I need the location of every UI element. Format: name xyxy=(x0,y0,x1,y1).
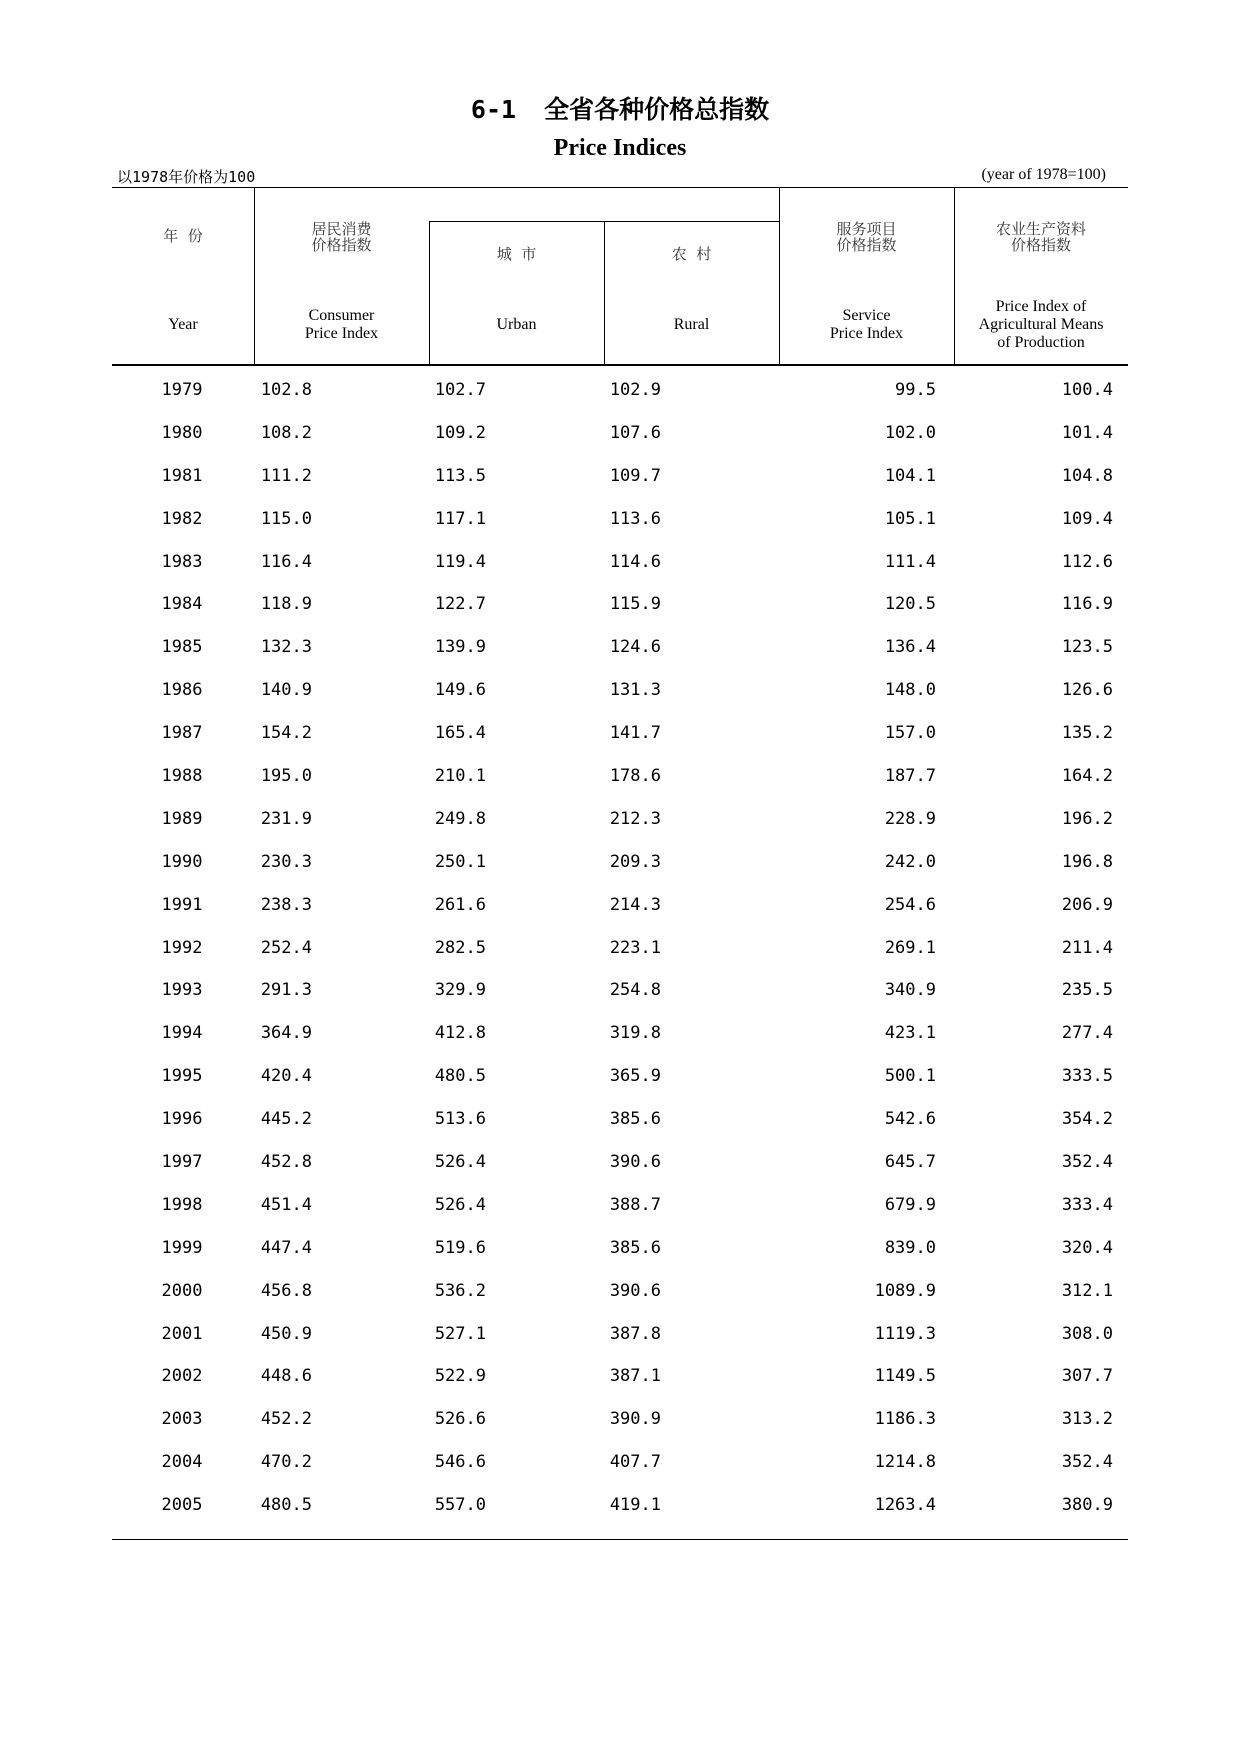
table-row xyxy=(112,715,1128,758)
rural-cell: 385.6 xyxy=(609,1237,661,1258)
agri-cell: 380.9 xyxy=(1061,1495,1113,1516)
header-cpi-en-1: Consumer xyxy=(308,307,375,324)
table-row xyxy=(112,1401,1128,1444)
urban-cell: 102.7 xyxy=(434,380,486,400)
service-cell: 269.1 xyxy=(884,937,936,958)
urban-cell: 329.9 xyxy=(434,980,486,1001)
agri-cell: 196.2 xyxy=(1061,808,1113,829)
urban-cell: 149.6 xyxy=(434,680,486,701)
header-service-en-1: Service xyxy=(842,307,891,324)
rural-cell: 390.6 xyxy=(609,1152,661,1173)
agri-cell: 320.4 xyxy=(1061,1237,1113,1258)
urban-cell: 519.6 xyxy=(434,1237,486,1258)
urban-cell: 536.2 xyxy=(434,1280,486,1301)
year-cell: 1984 xyxy=(161,594,203,615)
table-bottom-rule xyxy=(112,1539,1128,1540)
year-cell: 1983 xyxy=(161,551,203,572)
header-cpi-cn-2: 价格指数 xyxy=(311,236,372,254)
urban-cell: 526.4 xyxy=(434,1194,486,1215)
rural-cell: 131.3 xyxy=(609,680,661,701)
year-cell: 1991 xyxy=(161,894,203,915)
urban-cell: 526.4 xyxy=(434,1152,486,1173)
table-row xyxy=(112,1187,1128,1230)
rural-cell: 141.7 xyxy=(609,723,661,744)
cpi-cell: 140.9 xyxy=(260,680,312,701)
agri-cell: 211.4 xyxy=(1061,937,1113,958)
service-cell: 423.1 xyxy=(884,1023,936,1044)
service-cell: 1119.3 xyxy=(874,1323,936,1344)
service-cell: 645.7 xyxy=(884,1152,936,1173)
rural-cell: 387.8 xyxy=(609,1323,661,1344)
cpi-cell: 195.0 xyxy=(260,766,312,787)
base-year-note-cn: 以1978年价格为100 xyxy=(117,168,256,186)
urban-cell: 480.5 xyxy=(434,1066,486,1087)
rural-cell: 212.3 xyxy=(609,808,661,829)
agri-cell: 116.9 xyxy=(1061,594,1113,615)
rural-cell: 390.9 xyxy=(609,1409,661,1430)
service-cell: 228.9 xyxy=(884,808,936,829)
agri-cell: 112.6 xyxy=(1061,551,1113,572)
year-cell: 1998 xyxy=(161,1194,203,1215)
urban-cell: 412.8 xyxy=(434,1023,486,1044)
header-rural-cn: 农 村 xyxy=(671,245,712,263)
service-cell: 102.0 xyxy=(884,422,936,443)
cpi-cell: 364.9 xyxy=(260,1023,312,1044)
service-cell: 679.9 xyxy=(884,1194,936,1215)
cpi-cell: 448.6 xyxy=(260,1366,312,1387)
service-cell: 839.0 xyxy=(884,1237,936,1258)
urban-cell: 122.7 xyxy=(434,594,486,615)
rural-cell: 388.7 xyxy=(609,1194,661,1215)
urban-cell: 117.1 xyxy=(434,508,486,529)
agri-cell: 235.5 xyxy=(1061,980,1113,1001)
cpi-cell: 456.8 xyxy=(260,1280,312,1301)
header-agri-en-3: of Production xyxy=(997,334,1085,351)
urban-cell: 249.8 xyxy=(434,808,486,829)
service-cell: 1186.3 xyxy=(874,1409,936,1430)
table-row xyxy=(112,1101,1128,1144)
service-cell: 500.1 xyxy=(884,1066,936,1087)
table-row xyxy=(112,1358,1128,1401)
agri-cell: 104.8 xyxy=(1061,465,1113,486)
header-urban-cn: 城 市 xyxy=(496,245,537,263)
agri-cell: 308.0 xyxy=(1061,1323,1113,1344)
year-cell: 1999 xyxy=(161,1237,203,1258)
urban-cell: 513.6 xyxy=(434,1109,486,1130)
urban-cell: 119.4 xyxy=(434,551,486,572)
rural-cell: 365.9 xyxy=(609,1066,661,1087)
service-cell: 254.6 xyxy=(884,894,936,915)
year-cell: 1985 xyxy=(161,637,203,658)
service-cell: 1089.9 xyxy=(874,1280,936,1301)
agri-cell: 206.9 xyxy=(1061,894,1113,915)
agri-cell: 352.4 xyxy=(1061,1152,1113,1173)
urban-cell: 546.6 xyxy=(434,1452,486,1473)
title-chinese: 全省各种价格总指数 xyxy=(544,95,770,124)
cpi-cell: 470.2 xyxy=(260,1452,312,1473)
year-cell: 1993 xyxy=(161,980,203,1001)
rural-cell: 102.9 xyxy=(609,380,661,400)
cpi-cell: 154.2 xyxy=(260,723,312,744)
urban-cell: 527.1 xyxy=(434,1323,486,1344)
rural-cell: 254.8 xyxy=(609,980,661,1001)
year-cell: 1979 xyxy=(161,380,203,400)
agri-cell: 109.4 xyxy=(1061,508,1113,529)
page-title xyxy=(0,90,1240,126)
rural-cell: 407.7 xyxy=(609,1452,661,1473)
year-cell: 1980 xyxy=(161,422,203,443)
rural-cell: 319.8 xyxy=(609,1023,661,1044)
col-divider-2 xyxy=(429,221,430,365)
table-row xyxy=(112,887,1128,930)
table-row xyxy=(112,1273,1128,1316)
urban-cell: 109.2 xyxy=(434,422,486,443)
year-cell: 1981 xyxy=(161,465,203,486)
cpi-cell: 450.9 xyxy=(260,1323,312,1344)
rural-cell: 124.6 xyxy=(609,637,661,658)
agri-cell: 313.2 xyxy=(1061,1409,1113,1430)
agri-cell: 126.6 xyxy=(1061,680,1113,701)
table-row xyxy=(112,930,1128,973)
urban-cell: 261.6 xyxy=(434,894,486,915)
header-year-en: Year xyxy=(168,316,198,333)
table-row xyxy=(112,629,1128,672)
year-cell: 1992 xyxy=(161,937,203,958)
rural-cell: 107.6 xyxy=(609,422,661,443)
table-row xyxy=(112,801,1128,844)
table-row xyxy=(112,844,1128,887)
cpi-cell: 102.8 xyxy=(260,380,312,400)
year-cell: 2003 xyxy=(161,1409,203,1430)
header-urban-en: Urban xyxy=(496,316,537,333)
service-cell: 99.5 xyxy=(895,380,936,400)
header-bottom-rule xyxy=(112,364,1128,366)
rural-cell: 209.3 xyxy=(609,851,661,872)
cpi-cell: 118.9 xyxy=(260,594,312,615)
table-row xyxy=(112,501,1128,544)
header-service-cn-1: 服务项目 xyxy=(836,220,897,238)
service-cell: 340.9 xyxy=(884,980,936,1001)
service-cell: 1149.5 xyxy=(874,1366,936,1387)
rural-cell: 114.6 xyxy=(609,551,661,572)
table-row xyxy=(112,672,1128,715)
service-cell: 111.4 xyxy=(884,551,936,572)
year-cell: 1988 xyxy=(161,766,203,787)
service-cell: 104.1 xyxy=(884,465,936,486)
service-cell: 1263.4 xyxy=(874,1495,936,1516)
year-cell: 1997 xyxy=(161,1152,203,1173)
agri-cell: 277.4 xyxy=(1061,1023,1113,1044)
service-cell: 136.4 xyxy=(884,637,936,658)
cpi-cell: 115.0 xyxy=(260,508,312,529)
table-row xyxy=(112,1144,1128,1187)
cpi-cell: 420.4 xyxy=(260,1066,312,1087)
urban-cell: 210.1 xyxy=(434,766,486,787)
year-cell: 1982 xyxy=(161,508,203,529)
rural-cell: 419.1 xyxy=(609,1495,661,1516)
agri-cell: 101.4 xyxy=(1061,422,1113,443)
rural-cell: 109.7 xyxy=(609,465,661,486)
header-year-cn: 年 份 xyxy=(163,227,203,245)
table-row xyxy=(112,972,1128,1015)
cpi-cell: 451.4 xyxy=(260,1194,312,1215)
table-row xyxy=(112,1058,1128,1101)
cpi-cell: 445.2 xyxy=(260,1109,312,1130)
table-row xyxy=(112,415,1128,458)
col-divider-3 xyxy=(604,221,605,365)
rural-cell: 113.6 xyxy=(609,508,661,529)
urban-cell: 250.1 xyxy=(434,851,486,872)
rural-cell: 387.1 xyxy=(609,1366,661,1387)
service-cell: 148.0 xyxy=(884,680,936,701)
year-cell: 2002 xyxy=(161,1366,203,1387)
header-agri-cn-1: 农业生产资料 xyxy=(995,220,1086,238)
year-cell: 2001 xyxy=(161,1323,203,1344)
table-row xyxy=(112,544,1128,587)
header-top-rule xyxy=(112,187,1128,188)
agri-cell: 164.2 xyxy=(1061,766,1113,787)
rural-cell: 223.1 xyxy=(609,937,661,958)
urban-cell: 282.5 xyxy=(434,937,486,958)
agri-cell: 123.5 xyxy=(1061,637,1113,658)
agri-cell: 333.4 xyxy=(1061,1194,1113,1215)
agri-cell: 333.5 xyxy=(1061,1066,1113,1087)
agri-cell: 354.2 xyxy=(1061,1109,1113,1130)
cpi-cell: 132.3 xyxy=(260,637,312,658)
agri-cell: 312.1 xyxy=(1061,1280,1113,1301)
urban-cell: 557.0 xyxy=(434,1495,486,1516)
year-cell: 1989 xyxy=(161,808,203,829)
agri-cell: 100.4 xyxy=(1061,380,1113,400)
service-cell: 157.0 xyxy=(884,723,936,744)
year-cell: 2004 xyxy=(161,1452,203,1473)
rural-cell: 390.6 xyxy=(609,1280,661,1301)
service-cell: 542.6 xyxy=(884,1109,936,1130)
year-cell: 2000 xyxy=(161,1280,203,1301)
year-cell: 1995 xyxy=(161,1066,203,1087)
year-cell: 1994 xyxy=(161,1023,203,1044)
header-rural-en: Rural xyxy=(673,316,710,333)
cpi-cell: 108.2 xyxy=(260,422,312,443)
table-number: 6-1 xyxy=(470,95,517,124)
cpi-cell: 452.8 xyxy=(260,1152,312,1173)
service-cell: 105.1 xyxy=(884,508,936,529)
agri-cell: 352.4 xyxy=(1061,1452,1113,1473)
table-row xyxy=(112,1230,1128,1273)
agri-cell: 196.8 xyxy=(1061,851,1113,872)
year-cell: 2005 xyxy=(161,1495,203,1516)
table-row xyxy=(112,1316,1128,1359)
table-row xyxy=(112,1487,1128,1530)
page-subtitle: Price Indices xyxy=(553,135,687,161)
header-service-cn-2: 价格指数 xyxy=(836,236,897,254)
cpi-cell: 116.4 xyxy=(260,551,312,572)
rural-cell: 214.3 xyxy=(609,894,661,915)
cpi-cell: 231.9 xyxy=(260,808,312,829)
data-table-body xyxy=(112,372,1128,1530)
table-row xyxy=(112,1444,1128,1487)
header-agri-cn-2: 价格指数 xyxy=(1010,236,1071,254)
base-year-note-en: (year of 1978=100) xyxy=(981,166,1106,183)
header-cpi-en-2: Price Index xyxy=(304,325,379,342)
urban-cell: 113.5 xyxy=(434,465,486,486)
header-agri-en-1: Price Index of xyxy=(995,298,1087,315)
rural-cell: 385.6 xyxy=(609,1109,661,1130)
table-row xyxy=(112,1015,1128,1058)
service-cell: 242.0 xyxy=(884,851,936,872)
table-row xyxy=(112,758,1128,801)
table-row xyxy=(112,458,1128,501)
cpi-cell: 452.2 xyxy=(260,1409,312,1430)
service-cell: 1214.8 xyxy=(874,1452,936,1473)
urban-cell: 526.6 xyxy=(434,1409,486,1430)
year-cell: 1986 xyxy=(161,680,203,701)
year-cell: 1996 xyxy=(161,1109,203,1130)
urban-cell: 139.9 xyxy=(434,637,486,658)
cpi-cell: 480.5 xyxy=(260,1495,312,1516)
urban-cell: 522.9 xyxy=(434,1366,486,1387)
cpi-cell: 252.4 xyxy=(260,937,312,958)
rural-cell: 115.9 xyxy=(609,594,661,615)
cpi-cell: 111.2 xyxy=(260,465,312,486)
service-cell: 187.7 xyxy=(884,766,936,787)
service-cell: 120.5 xyxy=(884,594,936,615)
year-cell: 1987 xyxy=(161,723,203,744)
rural-cell: 178.6 xyxy=(609,766,661,787)
table-row xyxy=(112,586,1128,629)
agri-cell: 307.7 xyxy=(1061,1366,1113,1387)
urban-cell: 165.4 xyxy=(434,723,486,744)
cpi-cell: 291.3 xyxy=(260,980,312,1001)
agri-cell: 135.2 xyxy=(1061,723,1113,744)
table-row xyxy=(112,372,1128,415)
header-agri-en-2: Agricultural Means xyxy=(978,316,1104,333)
header-service-en-2: Price Index xyxy=(829,325,904,342)
cpi-cell: 230.3 xyxy=(260,851,312,872)
cpi-cell: 447.4 xyxy=(260,1237,312,1258)
year-cell: 1990 xyxy=(161,851,203,872)
cpi-cell: 238.3 xyxy=(260,894,312,915)
header-cpi-cn-1: 居民消费 xyxy=(311,220,372,238)
